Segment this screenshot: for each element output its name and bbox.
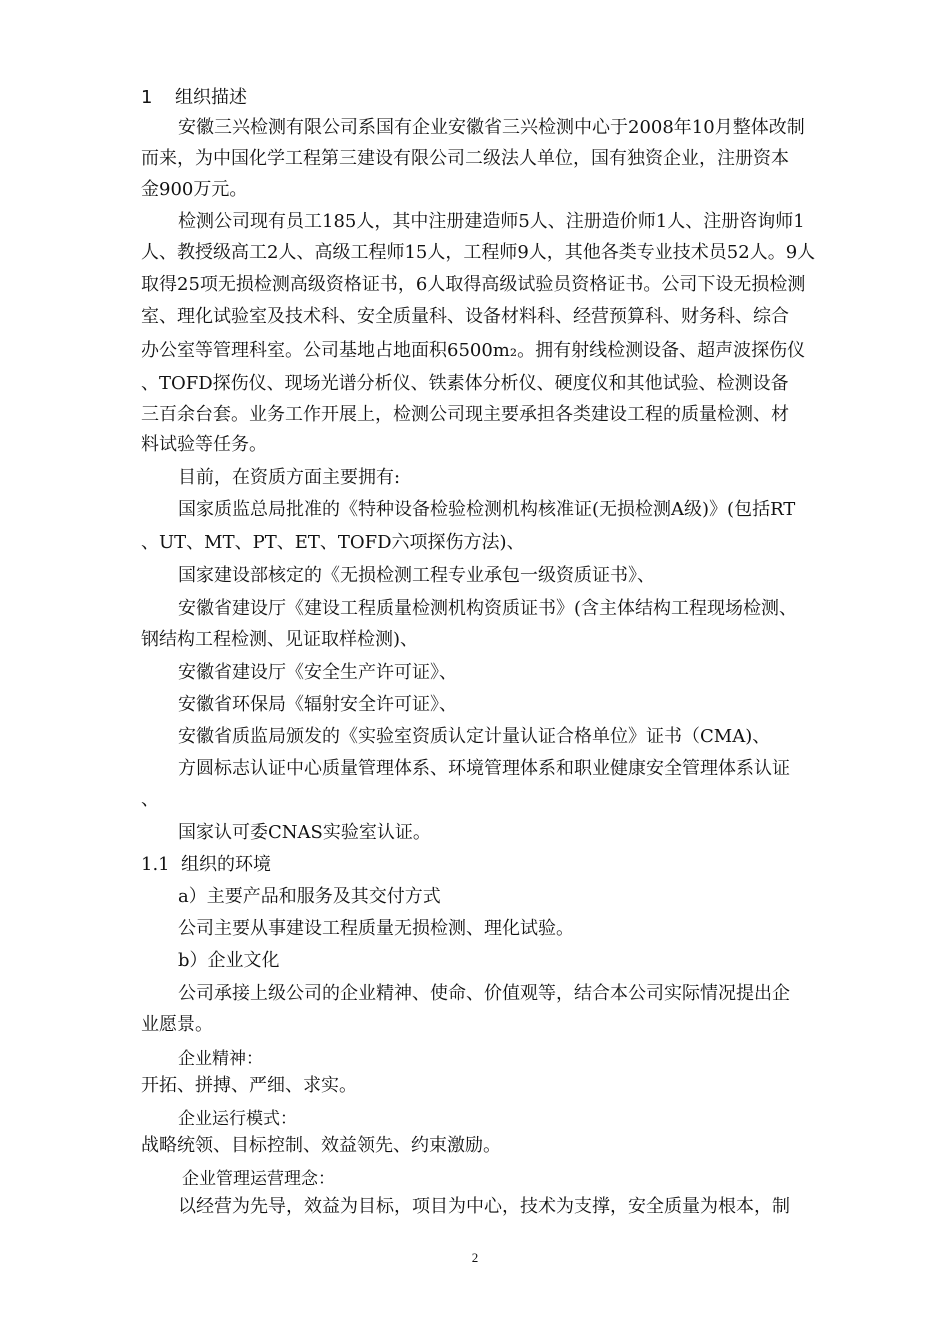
section-heading: [141, 84, 841, 112]
paragraph-line: 金900万元。: [141, 179, 248, 200]
paragraph-line: 室、理化试验室及技术科、安全质量科、设备材料科、经营预算科、财务科、综合: [141, 306, 789, 327]
qualification-line: 、UT、MT、PT、ET、TOFD六项探伤方法)、: [141, 532, 525, 553]
qualification-line: 安徽省质监局颁发的《实验室资质认定计量认证合格单位》证书（CMA)、: [178, 726, 771, 747]
spirit-label: 企业精神：: [178, 1049, 263, 1069]
paragraph-line: 目前，在资质方面主要拥有:: [178, 467, 401, 488]
paragraph-line: 业愿景。: [141, 1014, 213, 1035]
paragraph-line: 取得25项无损检测高级资格证书，6人取得高级试验员资格证书。公司下设无损检测: [141, 274, 806, 295]
page-number: 2: [471, 1250, 479, 1265]
qualification-line: 安徽省建设厅《安全生产许可证》、: [178, 662, 457, 683]
paragraph-line: 检测公司现有员工185人，其中注册建造师5人、注册造价师1人、注册咨询师1: [178, 211, 805, 232]
mode-text: 战略统领、目标控制、效益领先、约束激励。: [141, 1135, 501, 1156]
mode-label: 企业运行模式：: [178, 1109, 297, 1129]
qualification-line: 、: [141, 789, 159, 810]
qualification-line: 安徽省建设厅《建设工程质量检测机构资质证书》(含主体结构工程现场检测、: [178, 598, 798, 619]
concept-label: 企业管理运营理念：: [182, 1169, 335, 1189]
item-title-b: b）企业文化: [178, 950, 280, 971]
qualification-line: 方圆标志认证中心质量管理体系、环境管理体系和职业健康安全管理体系认证: [178, 758, 790, 779]
paragraph-line: 公司承接上级公司的企业精神、使命、价值观等，结合本公司实际情况提出企: [178, 983, 790, 1004]
qualification-line: 安徽省环保局《辐射安全许可证》、: [178, 694, 457, 715]
item-title-a: a）主要产品和服务及其交付方式: [178, 886, 441, 907]
section-title: 组织描述: [175, 87, 247, 108]
subsection-number: 1.1: [141, 854, 170, 875]
concept-text: 以经营为先导，效益为目标，项目为中心，技术为支撑，安全质量为根本，制: [178, 1196, 790, 1217]
paragraph-line: 三百余台套。业务工作开展上，检测公司现主要承担各类建设工程的质量检测、材: [141, 404, 789, 425]
subsection-heading: [141, 851, 841, 879]
subsection-title: 组织的环境: [181, 854, 271, 875]
qualification-line: 国家认可委CNAS实验室认证。: [178, 822, 431, 843]
qualification-line: 钢结构工程检测、见证取样检测)、: [141, 629, 419, 650]
paragraph-line: 办公室等管理科室。公司基地占地面积6500m₂。拥有射线检测设备、超声波探伤仪: [141, 340, 806, 361]
paragraph-line: 人、教授级高工2人、高级工程师15人，工程师9人，其他各类专业技术员52人。9人: [141, 242, 816, 263]
section-number: 1: [141, 87, 153, 108]
paragraph-line: 、TOFD探伤仪、现场光谱分析仪、铁素体分析仪、硬度仪和其他试验、检测设备: [141, 373, 789, 394]
paragraph-line: 安徽三兴检测有限公司系国有企业安徽省三兴检测中心于2008年10月整体改制: [178, 117, 805, 138]
spirit-text: 开拓、拼搏、严细、求实。: [141, 1075, 357, 1096]
paragraph-line: 料试验等任务。: [141, 434, 267, 455]
qualification-line: 国家建设部核定的《无损检测工程专业承包一级资质证书》、: [178, 565, 655, 586]
qualification-line: 国家质监总局批准的《特种设备检验检测机构核准证(无损检测A级)》(包括RT: [178, 499, 796, 520]
paragraph-line: 公司主要从事建设工程质量无损检测、理化试验。: [178, 918, 574, 939]
paragraph-line: 而来，为中国化学工程第三建设有限公司二级法人单位，国有独资企业，注册资本: [141, 148, 789, 169]
